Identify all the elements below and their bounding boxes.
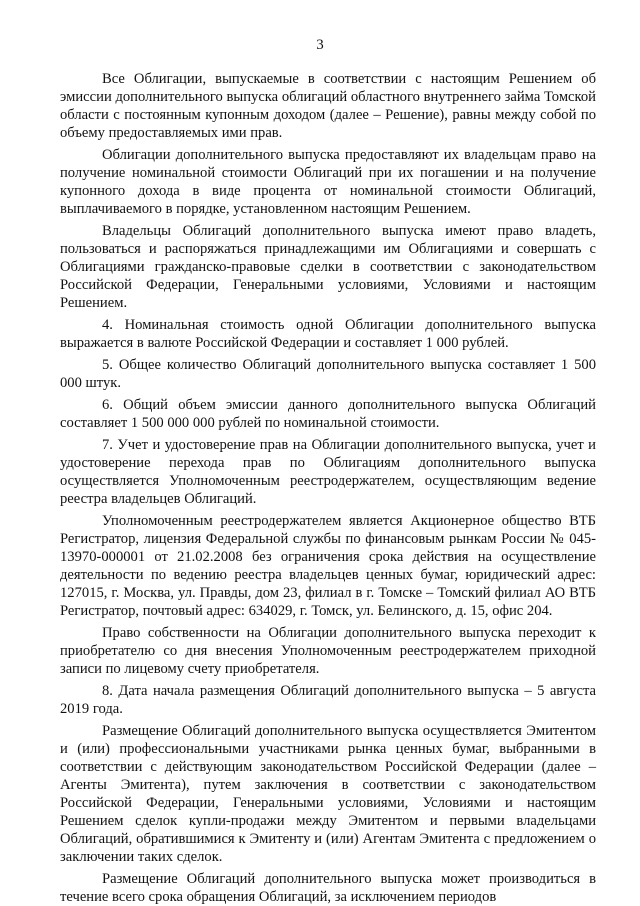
document-body <box>60 70 596 906</box>
paragraph-owner-powers: Владельцы Облигаций дополнительного выпуска имеют право владеть, пользоваться и распоряжаться принадлежащими им Облигациями и совершать с Облигациями гражданско-правовые сделки в соответствии с законодательством Российской Федерации, Генеральными условиями, Условиями и настоящим Решением. <box>60 223 596 311</box>
paragraph-registrar-details: Уполномоченным реестродержателем является Акционерное общество ВТБ Регистратор, лицензия Федеральной службы по финансовым рынкам России № 045-13970-000001 от 21.02.2008 без ограничения срока действия на осуществление деятельности по ведению реестра владельцев ценных бумаг, юридический адрес: 127015, г. Москва, ул. Правды, дом 23, филиал в г. Томске – Томский филиал АО ВТБ Регистратор, почтовый адрес: 634029, г. Томск, ул. Белинского, д. 15, офис 204. <box>60 513 596 619</box>
paragraph-bonds-equal-rights: Все Облигации, выпускаемые в соответствии с настоящим Решением об эмиссии дополнительного выпуска облигаций областного внутреннего займа Томской области с постоянным купонным доходом (далее – Решение), равны между собой по объему предоставляемых ими прав. <box>60 71 596 141</box>
paragraph-bond-quantity: 5. Общее количество Облигаций дополнительного выпуска составляет 1 500 000 штук. <box>60 357 596 391</box>
paragraph-placement-start-date: 8. Дата начала размещения Облигаций дополнительного выпуска – 5 августа 2019 года. <box>60 683 596 717</box>
paragraph-ownership-transfer: Право собственности на Облигации дополнительного выпуска переходит к приобретателю со дня внесения Уполномоченным реестродержателем приходной записи по лицевому счету приобретателя. <box>60 625 596 677</box>
paragraph-issue-volume: 6. Общий объем эмиссии данного дополнительного выпуска Облигаций составляет 1 500 000 000 рублей по номинальной стоимости. <box>60 397 596 431</box>
paragraph-rights-accounting: 7. Учет и удостоверение прав на Облигации дополнительного выпуска, учет и удостоверение перехода прав по Облигациям дополнительного выпуска осуществляется Уполномоченным реестродержателем, осуществляющим ведение реестра владельцев Облигаций. <box>60 437 596 507</box>
page-number: 3 <box>316 37 324 53</box>
paragraph-bondholder-rights: Облигации дополнительного выпуска предоставляют их владельцам право на получение номинальной стоимости Облигаций при их погашении и на получение купонного дохода в виде процента от номинальной стоимости Облигаций, выплачиваемого в порядке, установленном настоящим Решением. <box>60 147 596 217</box>
paragraph-placement-period: Размещение Облигаций дополнительного выпуска может производиться в течение всего срока обращения Облигаций, за исключением периодов <box>60 871 596 905</box>
paragraph-placement-procedure: Размещение Облигаций дополнительного выпуска осуществляется Эмитентом и (или) профессиональными участниками рынка ценных бумаг, выбранными в соответствии с действующим законодательством Российской Федерации (далее – Агенты Эмитента), путем заключения в соответствии с законодательством Российской Федерации, Генеральными условиями, Условиями и настоящим Решением сделок купли-продажи между Эмитентом и первыми владельцами Облигаций, обратившимися к Эмитенту и (или) Агентам Эмитента с предложением о заключении таких сделок. <box>60 723 596 865</box>
paragraph-nominal-value: 4. Номинальная стоимость одной Облигации дополнительного выпуска выражается в валюте Российской Федерации и составляет 1 000 рублей. <box>60 317 596 351</box>
